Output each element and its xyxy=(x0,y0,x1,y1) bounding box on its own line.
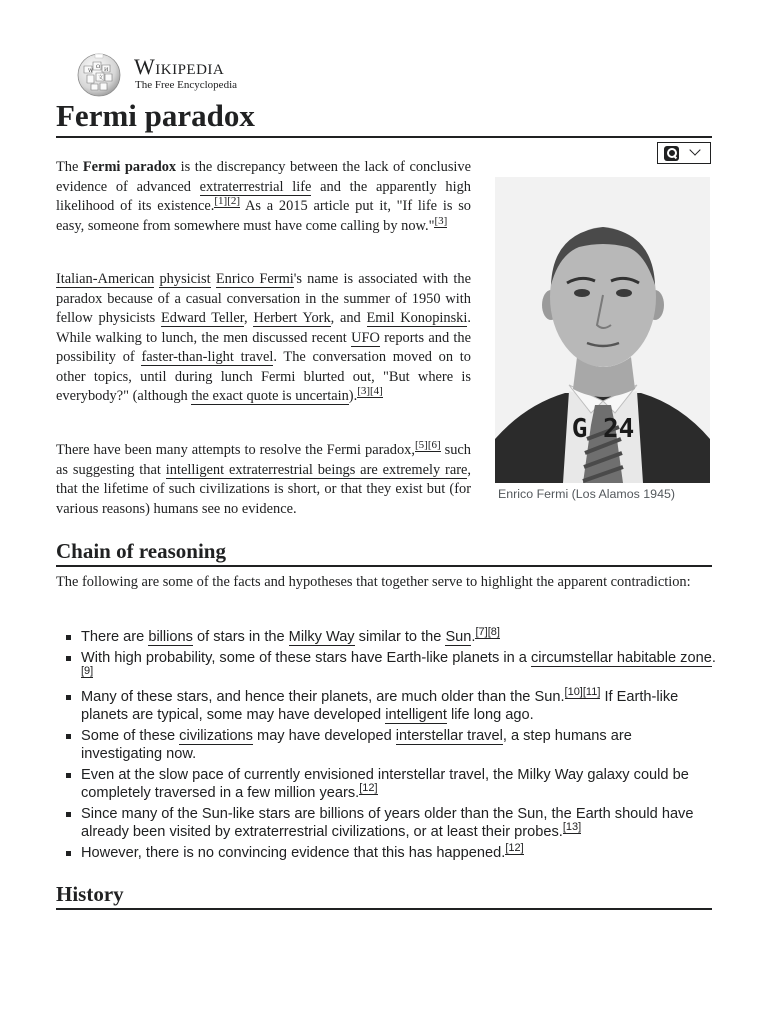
text: reports and the possibility of xyxy=(56,329,471,365)
text: 's name is associated with the paradox because of a casual conversation in the summer of 1950 with fellow physicists xyxy=(56,271,471,326)
infobox-figure xyxy=(495,177,711,502)
page-tools-button[interactable] xyxy=(657,142,711,164)
link-rare-intelligence[interactable]: intelligent extraterrestrial beings are extremely rare xyxy=(165,461,468,478)
svg-text:W: W xyxy=(88,68,94,74)
link-intelligent[interactable]: intelligent xyxy=(385,707,447,723)
chevron-down-icon xyxy=(689,144,700,155)
ref-6[interactable]: [6] xyxy=(427,439,441,452)
ref-7[interactable]: [7] xyxy=(475,626,488,639)
ref-2[interactable]: [2] xyxy=(227,195,241,208)
wikipedia-globe-icon xyxy=(74,52,124,98)
svg-text:И: И xyxy=(104,67,109,73)
logo-wordmark: Wikipedia xyxy=(134,54,225,79)
list-item xyxy=(56,805,716,841)
link-ufo[interactable]: UFO xyxy=(351,329,380,346)
link-herbert-york[interactable]: Herbert York xyxy=(253,310,331,326)
text: , and xyxy=(330,310,367,326)
ref-4[interactable]: [4] xyxy=(370,385,383,398)
link-exact-quote[interactable]: the exact quote is uncertain xyxy=(191,388,349,404)
reasoning-list xyxy=(56,628,716,865)
enrico-fermi-photo[interactable] xyxy=(495,177,710,483)
link-sun[interactable]: Sun xyxy=(445,629,472,645)
link-habitable-zone[interactable]: circumstellar habitable zone xyxy=(530,650,712,666)
section-heading-chain: Chain of reasoning xyxy=(56,539,226,563)
text: and the apparently high likelihood of its existence. xyxy=(56,178,471,214)
ref-13[interactable]: [13] xyxy=(562,821,582,834)
section-heading-history: History xyxy=(56,882,124,906)
svg-text:文: 文 xyxy=(98,75,104,81)
text: . xyxy=(471,629,476,645)
link-milky-way[interactable]: Milky Way xyxy=(288,629,355,645)
title-divider xyxy=(56,136,712,138)
search-icon xyxy=(664,146,679,161)
text: , xyxy=(244,310,254,326)
section-divider xyxy=(56,565,712,567)
text: such as suggesting that xyxy=(56,442,471,478)
text: . The conversation moved on to other topics, until during lunch Fermi blurted out, "But where is everybody?" (although xyxy=(56,349,471,404)
ref-5[interactable]: [5] xyxy=(414,439,428,452)
intro-paragraph-3 xyxy=(56,441,471,519)
ref-3[interactable]: [3] xyxy=(357,385,371,398)
link-civilizations[interactable]: civilizations xyxy=(179,728,253,744)
text: The xyxy=(56,159,83,175)
ref-12[interactable]: [12] xyxy=(359,782,378,795)
ref-11[interactable]: [11] xyxy=(582,686,601,699)
text: life long ago. xyxy=(446,707,534,723)
chain-intro: The following are some of the facts and hypotheses that together serve to highlight the apparent contradiction: xyxy=(56,574,691,590)
section-divider xyxy=(56,908,712,910)
text: If Earth-like planets are typical, some may have developed xyxy=(81,689,679,723)
list-item xyxy=(56,649,716,685)
link-enrico-fermi[interactable]: Enrico Fermi xyxy=(215,271,294,287)
link-emil-konopinski[interactable]: Emil Konopinski xyxy=(366,310,468,326)
link-billions[interactable]: billions xyxy=(148,629,193,645)
bold-term: Fermi paradox xyxy=(82,159,177,175)
text: Many of these stars, and hence their planets, are much older than the Sun. xyxy=(81,689,565,705)
text: of stars in the xyxy=(192,629,289,645)
text: There have been many attempts to resolve the Fermi paradox, xyxy=(56,442,415,458)
text: As a 2015 article put it, "If life is so easy, someone from somewhere must have come calling by now." xyxy=(56,198,471,234)
list-item xyxy=(56,628,716,646)
link-interstellar-travel[interactable]: interstellar travel xyxy=(395,728,503,744)
ref-9[interactable]: [9] xyxy=(81,665,94,678)
text: , a step humans are investigating now. xyxy=(81,728,632,762)
intro-paragraph-1 xyxy=(56,158,471,236)
ref-1[interactable]: [1] xyxy=(214,195,228,208)
text: . While walking to lunch, the men discussed recent xyxy=(56,310,471,346)
badge-label: G 24 xyxy=(571,414,635,444)
text: . xyxy=(711,650,716,666)
list-item xyxy=(56,766,716,802)
text: There are xyxy=(81,629,149,645)
text: may have developed xyxy=(252,728,396,744)
list-item xyxy=(56,688,716,724)
text: similar to the xyxy=(354,629,446,645)
text: ). xyxy=(348,388,358,404)
intro-paragraph-2 xyxy=(56,270,471,407)
ref-8[interactable]: [8] xyxy=(487,626,500,639)
text: Some of these xyxy=(81,728,180,744)
svg-text:Ω: Ω xyxy=(96,64,101,70)
logo-tagline: The Free Encyclopedia xyxy=(135,79,238,91)
text: is the discrepancy between the lack of conclusive evidence of advanced xyxy=(56,159,471,195)
ref-3[interactable]: [3] xyxy=(434,214,448,227)
site-logo[interactable] xyxy=(74,52,294,98)
list-item xyxy=(56,844,716,862)
ref-12[interactable]: [12] xyxy=(505,842,524,855)
page-title: Fermi paradox xyxy=(56,98,255,133)
text: With high probability, some of these stars have Earth-like planets in a xyxy=(81,650,531,666)
list-item xyxy=(56,727,716,763)
text: Since many of the Sun-like stars are billions of years older than the Sun, the Earth should have already been visited by extraterrestrial civilizations, or at least their probes. xyxy=(81,806,694,840)
text: However, there is no convincing evidence that this has happened. xyxy=(81,845,506,861)
link-faster-than-light-travel[interactable]: faster-than-light travel xyxy=(141,349,274,365)
link-edward-teller[interactable]: Edward Teller xyxy=(161,310,245,326)
text: Even at the slow pace of currently envisioned interstellar travel, the Milky Way galaxy could be completely traversed in a few million years. xyxy=(81,767,689,801)
figure-caption: Enrico Fermi (Los Alamos 1945) xyxy=(498,487,675,501)
ref-10[interactable]: [10] xyxy=(564,686,583,699)
link-italian-american[interactable]: Italian-American xyxy=(56,271,155,287)
text: , that the lifetime of such civilizations is short, or that they exist but (for various reasons) humans see no evidence. xyxy=(56,461,471,517)
link-physicist[interactable]: physicist xyxy=(159,271,211,287)
link-extraterrestrial-life[interactable]: extraterrestrial life xyxy=(199,178,312,195)
